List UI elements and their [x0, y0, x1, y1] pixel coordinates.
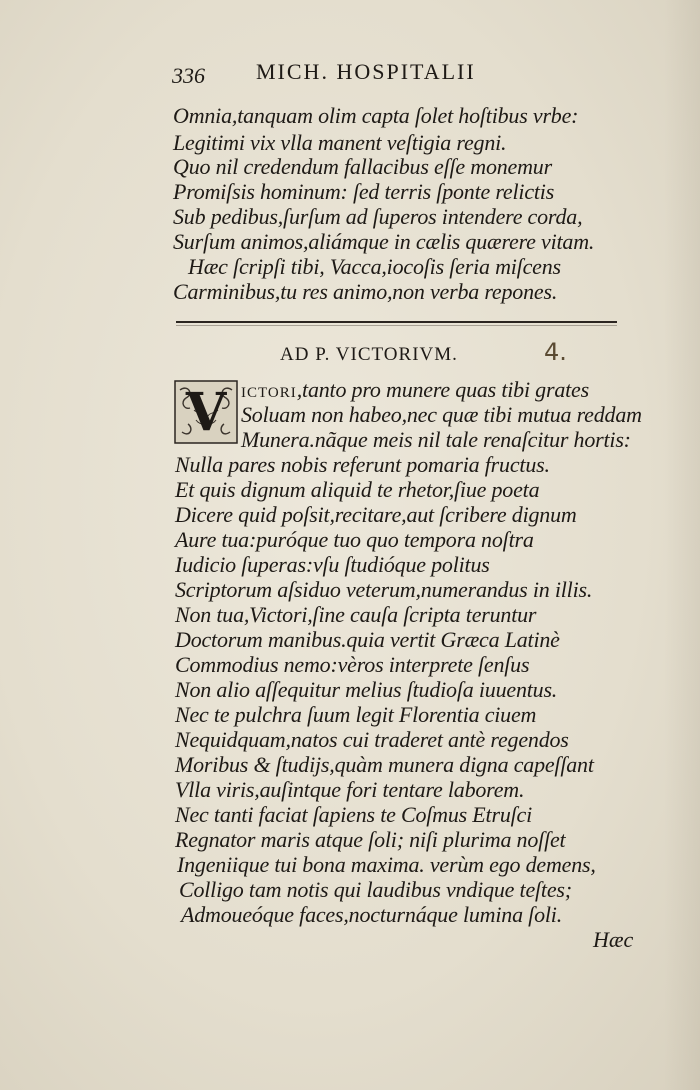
- page-edge-shadow: [664, 0, 700, 1090]
- top-line: Omnia,tanquam olim capta ſolet hoſtibus vrbe:: [173, 103, 579, 128]
- top-line: Carminibus,tu res animo,non verba repones.: [173, 279, 558, 304]
- top-line: Sub pedibus,ſurſum ad ſuperos intendere corda,: [173, 204, 583, 229]
- poem-line: Regnator maris atque ſoli; niſi plurima noſſet: [175, 827, 566, 852]
- poem-line: Colligo tam notis qui laudibus vndique teſtes;: [179, 877, 572, 902]
- decorated-initial: [174, 380, 238, 444]
- poem-line: Non alio aſſequitur melius ſtudioſa iuuentus.: [175, 677, 558, 702]
- poem-line: Admoueóque faces,nocturnáque lumina ſoli.: [181, 902, 563, 927]
- catchword: Hæc: [593, 927, 634, 952]
- poem-line: Non tua,Victori,ſine cauſa ſcripta teruntur: [175, 602, 537, 627]
- top-line: Surſum animos,aliámque in cælis quærere vitam.: [173, 229, 595, 254]
- poem-line: Moribus & ſtudijs,quàm munera digna capeſſant: [175, 752, 594, 777]
- poem-line: Nulla pares nobis referunt pomaria fructus.: [175, 452, 550, 477]
- poem-line: Commodius nemo:vèros interprete ſenſus: [175, 652, 530, 677]
- running-title: MICH. HOSPITALII: [256, 59, 476, 84]
- poem-line: Nequidquam,natos cui traderet antè regendos: [175, 727, 569, 752]
- top-line: Promiſsis hominum: ſed terris ſponte relictis: [173, 179, 555, 204]
- poem-line: Aure tua:puróque tuo quo tempora noſtra: [175, 527, 534, 552]
- top-line: Legitimi vix vlla manent veſtigia regni.: [173, 130, 507, 155]
- poem-line: Scriptorum aſsiduo veterum,numerandus in illis.: [175, 577, 593, 602]
- poem-line: Dicere quid poſsit,recitare,aut ſcribere dignum: [175, 502, 577, 527]
- page-number: 336: [172, 63, 205, 88]
- poem-line: Ingeniique tui bona maxima. verùm ego demens,: [177, 852, 596, 877]
- poem-line: Munera.nãque meis nil tale renaſcitur hortis:: [241, 427, 631, 452]
- poem-line: Soluam non habeo,nec quæ tibi mutua reddam: [241, 402, 642, 427]
- poem-line: Doctorum manibus.quia vertit Græca Latinè: [175, 627, 560, 652]
- section-rule-shadow: [176, 325, 617, 326]
- dropcap-letter: V: [185, 382, 227, 443]
- poem-line: Nec tanti faciat ſapiens te Coſmus Etruſci: [175, 802, 533, 827]
- decorated-initial-ornament: [174, 380, 238, 444]
- first-word-caps: ICTORI: [241, 385, 297, 401]
- top-line: Quo nil credendum fallacibus eſſe monemur: [173, 154, 552, 179]
- poem-line: Et quis dignum aliquid te rhetor,ſiue poeta: [175, 477, 540, 502]
- poem-line: Vlla viris,auſintque fori tentare laborem.: [175, 777, 525, 802]
- first-line-rest: ,tanto pro munere quas tibi grates: [296, 377, 589, 402]
- poem-line: Nec te pulchra ſuum legit Florentia ciuem: [175, 702, 537, 727]
- poem-title: AD P. VICTORIVM.: [280, 344, 458, 365]
- poem-number: 4.: [544, 338, 567, 366]
- poem-line: Iudicio ſuperas:vſu ſtudióque politus: [175, 552, 490, 577]
- section-rule: [176, 321, 617, 323]
- top-line: Hæc ſcripſi tibi, Vacca,iocoſis ſeria miſcens: [188, 254, 561, 279]
